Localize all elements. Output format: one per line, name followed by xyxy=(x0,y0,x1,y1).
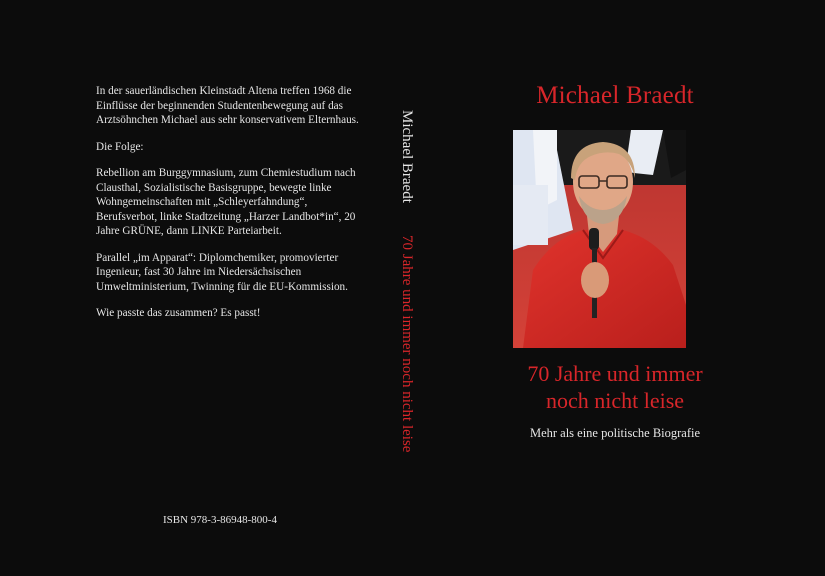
blurb-paragraph-1: In der sauerländischen Kleinstadt Altena treffen 1968 die Einflüsse der beginnenden Studentenbewegung auf das Arztsöhnchen Michael aus sehr konservativem Elternhaus. xyxy=(96,85,359,126)
cover-photo xyxy=(513,130,686,348)
blurb-paragraph-5: Wie passte das zusammen? Es passt! xyxy=(96,307,261,319)
back-cover-blurb xyxy=(96,84,364,333)
front-title-line-1: 70 Jahre und immer xyxy=(527,361,703,386)
front-title xyxy=(462,360,768,414)
blurb-paragraph-4: Parallel „im Apparat“: Diplomchemiker, promovierter Ingenieur, fast 30 Jahre im Niedersächsischen Umweltministerium, Twinning für die EU-Kommission. xyxy=(96,251,348,293)
spine-title: 70 Jahre und immer noch nicht leise xyxy=(399,234,415,453)
spine xyxy=(392,110,422,510)
front-author: Michael Braedt xyxy=(536,82,694,109)
blurb-paragraph-2: Die Folge: xyxy=(96,140,144,153)
blurb-paragraph-3: Rebellion am Burggymnasium, zum Chemiestudium nach Clausthal, Sozialistische Basisgruppe, bewegte linke Wohngemeinschaften mit „Schleyerfahndung“, Berufsverbot, linke Stadtzeitung „Harzer Landbot*in“, 20 Jahre GRÜNE, dann LINKE Parteiarbeit. xyxy=(96,167,356,237)
portrait-illustration xyxy=(513,130,686,348)
front-subtitle: Mehr als eine politische Biografie xyxy=(529,426,701,440)
spine-author: Michael Braedt xyxy=(399,110,415,203)
isbn: ISBN 978-3-86948-800-4 xyxy=(163,514,277,526)
front-title-line-2: noch nicht leise xyxy=(545,388,685,413)
